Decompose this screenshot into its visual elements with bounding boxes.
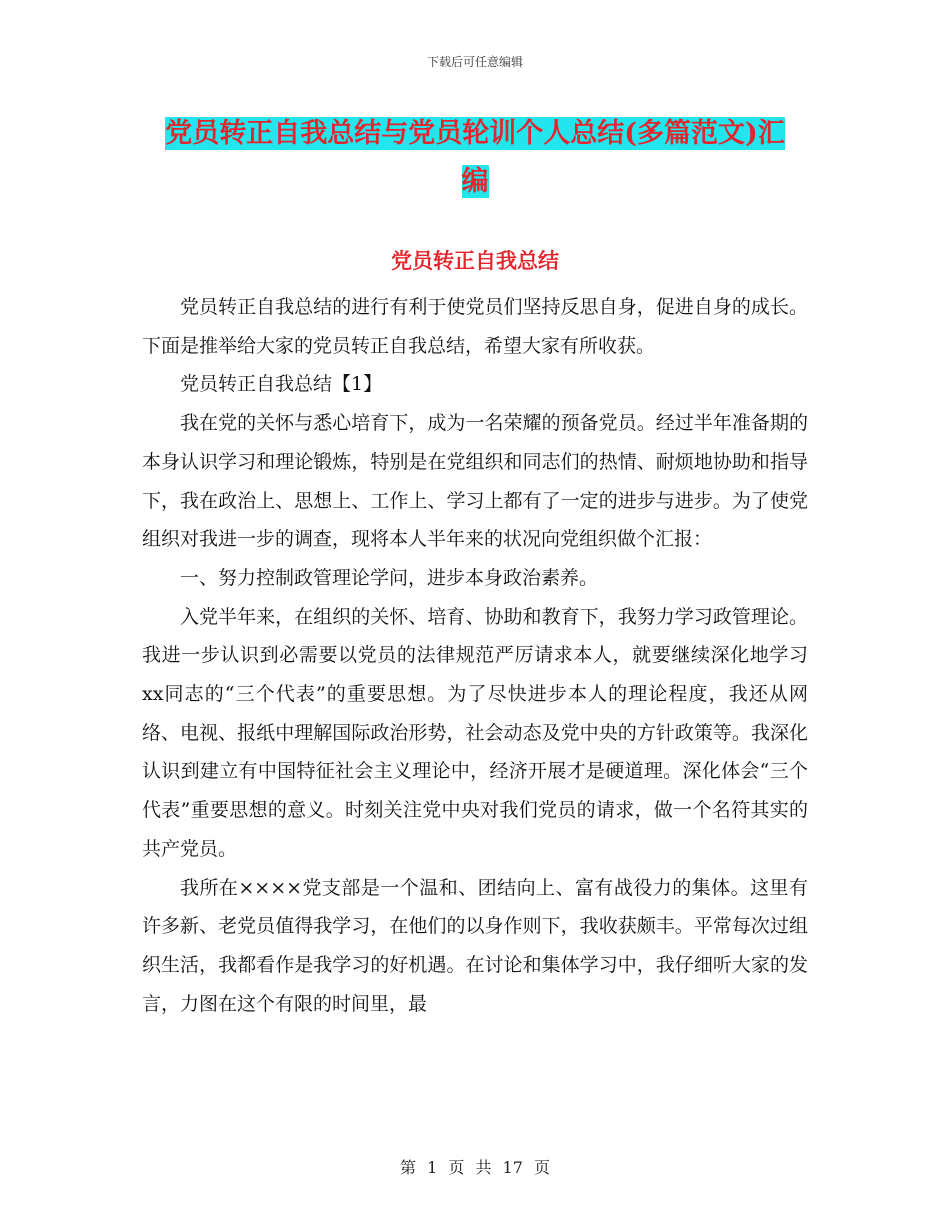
header-note: 下载后可任意编辑 — [426, 55, 523, 69]
paragraph: 入党半年来，在组织的关怀、培育、协助和教育下，我努力学习政管理论。我进一步认识到必需要以党员的法律规范严厉请求本人，就要继续深化地学习xx同志的“三个代表”的重要思想。为了尽快进步本人的理论程度，我还从网络、电视、报纸中理解国际政治形势，社会动态及党中央的方针政策等。我深化认识到建立有中国特征社会主义理论中，经济开展才是硬道理。深化体会“三个代表”重要思想的意义。时刻关注党中央对我们党员的请求，做一个名符其实的共产党员。 — [142, 605, 808, 860]
paragraph: 我所在××××党支部是一个温和、团结向上、富有战役力的集体。这里有许多新、老党员值得我学习，在他们的以身作则下，我收获颇丰。平常每次过组织生活，我都看作是我学习的好机遇。在讨论和集体学习中，我仔细听大家的发言，力图在这个有限的时间里，最 — [142, 876, 808, 1015]
document-title — [0, 110, 950, 206]
page-footer: 第 1 页 共 17 页 — [400, 1158, 550, 1177]
title-line-1: 党员转正自我总结与党员轮训个人总结(多篇范文)汇 — [165, 118, 785, 149]
paragraph-subheading: 一、努力控制政管理论学问，进步本身政治素养。 — [180, 566, 599, 589]
paragraph-heading-1: 党员转正自我总结【1】 — [180, 373, 383, 396]
paragraph-intro: 党员转正自我总结的进行有利于使党员们坚持反思自身，促进自身的成长。下面是推举给大家的党员转正自我总结，希望大家有所收获。 — [142, 296, 808, 357]
section-title: 党员转正自我总结 — [391, 248, 559, 273]
title-line-2: 编 — [461, 166, 489, 197]
paragraph: 我在党的关怀与悉心培育下，成为一名荣耀的预备党员。经过半年准备期的本身认识学习和理论锻炼，特别是在党组织和同志们的热情、耐烦地协助和指导下，我在政治上、思想上、工作上、学习上都有了一定的进步与进步。为了使党组织对我进一步的调查，现将本人半年来的状况向党组织做个汇报： — [142, 412, 808, 551]
document-body — [142, 288, 808, 1023]
